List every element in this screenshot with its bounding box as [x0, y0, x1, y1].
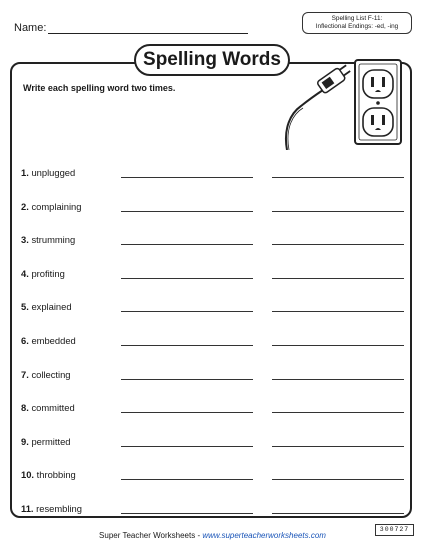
spelling-word: embedded	[31, 335, 76, 346]
spelling-list-tag-line1: Spelling List F-11:	[331, 15, 383, 22]
word-row	[21, 503, 82, 517]
spelling-word: strumming	[31, 234, 76, 246]
write-line-second[interactable]	[272, 412, 404, 413]
word-number: 3.	[21, 234, 29, 246]
write-line-second[interactable]	[272, 446, 404, 447]
write-line-second[interactable]	[272, 278, 404, 279]
write-line-first[interactable]	[121, 379, 253, 380]
spelling-word: committed	[31, 402, 75, 414]
word-number: 5.	[21, 301, 29, 313]
write-line-first[interactable]	[121, 513, 253, 514]
write-line-first[interactable]	[121, 479, 253, 480]
spelling-word: unplugged	[31, 167, 76, 178]
word-row	[21, 268, 65, 282]
footer-text: Super Teacher Worksheets -	[99, 531, 203, 540]
word-row	[21, 234, 75, 248]
page-title: Spelling Words	[134, 44, 290, 76]
word-number: 6.	[21, 335, 29, 346]
plug-cord-icon	[286, 90, 323, 150]
word-number: 11.	[21, 503, 34, 514]
word-number: 2.	[21, 200, 29, 212]
word-number: 4.	[21, 267, 29, 279]
spelling-word: permitted	[31, 435, 71, 447]
write-line-second[interactable]	[272, 479, 404, 480]
write-line-first[interactable]	[121, 412, 253, 413]
write-line-second[interactable]	[272, 379, 404, 380]
write-line-second[interactable]	[272, 211, 404, 212]
write-line-second[interactable]	[272, 177, 404, 178]
spelling-word: complaining	[31, 200, 82, 212]
word-number: 9.	[21, 435, 29, 447]
write-line-first[interactable]	[121, 177, 253, 178]
word-row	[21, 369, 71, 383]
write-line-first[interactable]	[121, 278, 253, 279]
write-line-first[interactable]	[121, 345, 253, 346]
write-line-first[interactable]	[121, 446, 253, 447]
spelling-word: resembling	[36, 503, 82, 514]
spelling-word: profiting	[31, 267, 65, 279]
worksheet-code: 300727	[375, 524, 414, 536]
name-label: Name:	[14, 22, 47, 34]
spelling-list-tag	[302, 12, 412, 34]
footer	[0, 531, 425, 540]
word-row	[21, 469, 76, 483]
word-row	[21, 201, 81, 215]
write-line-first[interactable]	[121, 244, 253, 245]
spelling-list-tag-line2: Inflectional Endings: -ed, -ing	[315, 23, 399, 31]
instructions-text: Write each spelling word two times.	[23, 83, 176, 93]
word-number: 10.	[21, 469, 35, 481]
word-number: 8.	[21, 402, 29, 414]
write-line-second[interactable]	[272, 311, 404, 312]
word-row	[21, 402, 75, 416]
word-number: 7.	[21, 368, 29, 380]
power-outlet-icon	[283, 58, 405, 150]
spelling-word: explained	[31, 301, 72, 313]
spelling-word: throbbing	[36, 469, 76, 481]
word-row	[21, 436, 71, 450]
word-row	[21, 301, 72, 315]
word-row	[21, 335, 76, 349]
name-line[interactable]	[48, 33, 248, 34]
write-line-second[interactable]	[272, 244, 404, 245]
word-number: 1.	[21, 167, 29, 178]
footer-url-link[interactable]: www.superteacherworksheets.com	[202, 531, 326, 540]
write-line-first[interactable]	[121, 211, 253, 212]
write-line-second[interactable]	[272, 513, 404, 514]
write-line-second[interactable]	[272, 345, 404, 346]
write-line-first[interactable]	[121, 311, 253, 312]
spelling-word: collecting	[31, 368, 71, 380]
word-row	[21, 167, 75, 181]
